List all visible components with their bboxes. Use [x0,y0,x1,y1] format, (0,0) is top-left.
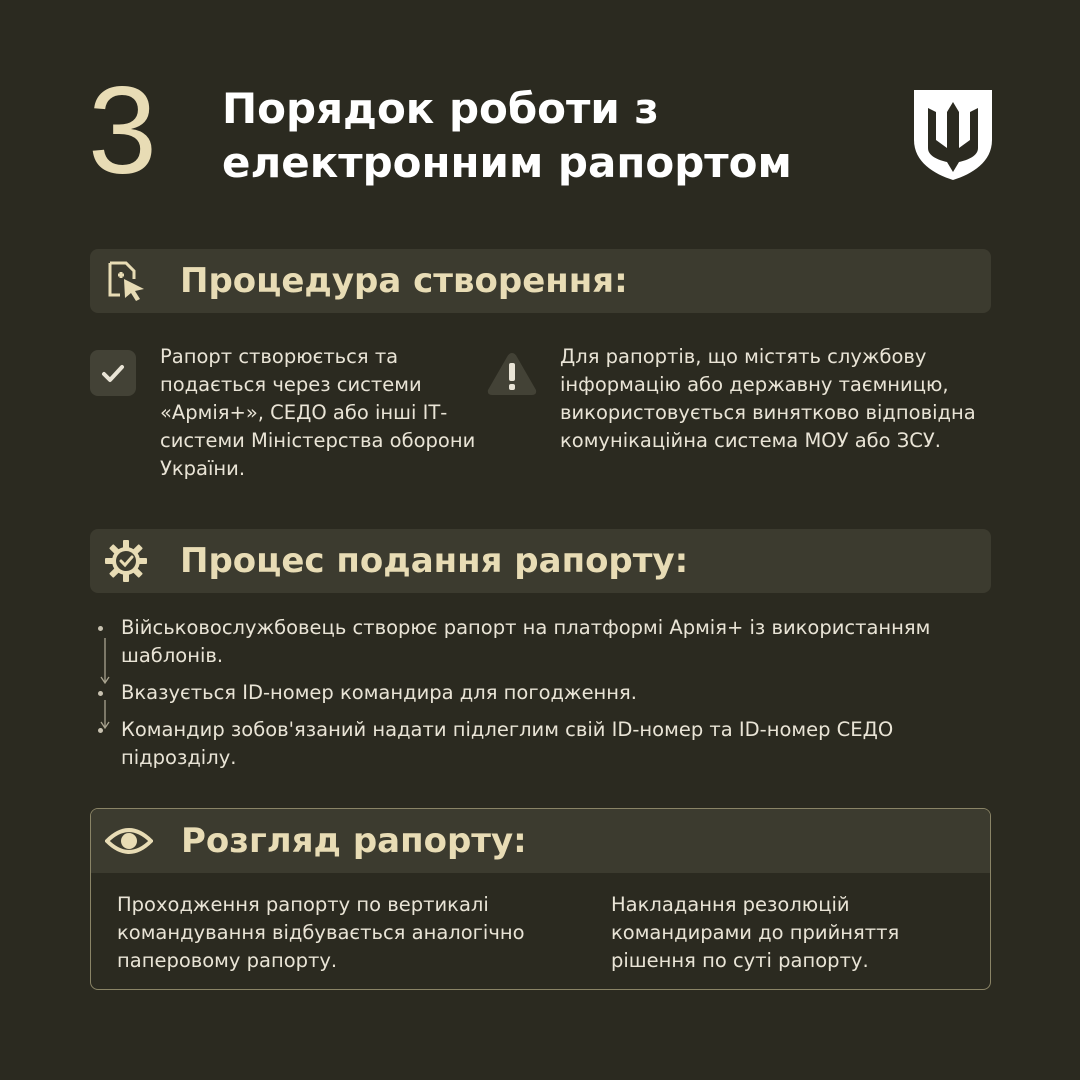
review-section-header [91,809,990,873]
eye-icon [105,821,153,861]
review-col2-text: Накладання резолюцій командирами до прийняття рішення по суті рапорту. [611,893,900,972]
process-step-1: Військовослужбовець створює рапорт на платформі Армія+ із використанням шаблонів. [96,614,996,670]
review-heading: Розгляд рапорту: [181,821,527,861]
page-title-line1: Порядок роботи з [222,84,659,133]
creation-item1-text: Рапорт створюється та подається через системи «Армія+», СЕДО або інші ІТ-системи Міністерства оборони України. [160,345,476,480]
process-steps [96,614,996,772]
review-section [90,808,991,990]
check-icon [90,350,136,396]
creation-section-header [90,249,991,313]
gear-check-icon [104,539,148,583]
review-col1-text: Проходження рапорту по вертикалі командування відбувається аналогічно паперовому рапорту. [117,893,525,972]
page-title-line2: електронним рапортом [222,138,792,187]
process-step-3: Командир зобов'язаний надати підлеглим свій ID-номер та ID-номер СЕДО підрозділу. [96,716,996,772]
step-arrow-icon [100,638,110,686]
check-badge [90,350,136,396]
document-cursor-icon [104,259,148,303]
section-number: 3 [88,62,157,200]
process-section-header [90,529,991,593]
creation-item2-text: Для рапортів, що містять службову інформацію або державну таємницю, використовується винятково відповідна комунікаційна система МОУ або ЗСУ. [560,345,976,452]
process-step-2: Вказується ID-номер командира для погодження. [96,679,996,707]
trident-shield-icon [912,88,994,182]
step-arrow-icon [100,700,110,730]
process-heading: Процес подання рапорту: [180,541,689,581]
warning-icon [486,350,538,398]
page-title [222,82,792,190]
creation-heading: Процедура створення: [180,261,628,301]
